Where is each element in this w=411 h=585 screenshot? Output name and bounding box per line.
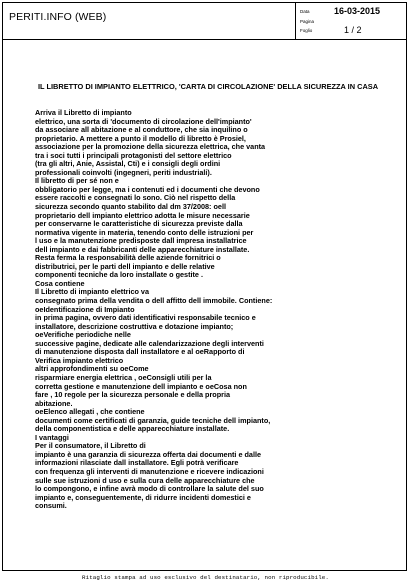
date-label: Data: [300, 9, 310, 14]
body-line: della componentistica e delle apparecchiature installate.: [35, 424, 230, 434]
article-title: IL LIBRETTO DI IMPIANTO ELETTRICO, 'CARTA DI CIRCOLAZIONE' DELLA SICUREZZA IN CASA: [38, 82, 379, 91]
body-line: elettrico, una sorta di 'documento di circolazione dell'impianto': [35, 116, 252, 126]
sheet-label: Foglio: [300, 28, 313, 33]
body-line: lo compongono, e infine avrà modo di controllare la salute del suo: [35, 484, 264, 494]
body-line: associazione per la promozione della sicurezza elettrica, che vanta: [35, 142, 266, 152]
body-line: proprietario dell impianto elettrico adotta le misure necessarie: [35, 210, 250, 220]
body-line: corretta gestione e manutenzione dell impianto e oeCosa non: [35, 381, 247, 391]
body-line: altri approfondimenti su oeCome: [35, 364, 149, 374]
date-value: 16-03-2015: [334, 6, 381, 16]
body-line: tra i soci tutti i principali protagonisti del settore elettrico: [35, 150, 232, 160]
body-line: abitazione.: [35, 398, 73, 408]
body-line: impianto e, conseguentemente, di ridurre incidenti domestici e: [35, 492, 251, 502]
body-line: impianto è una garanzia di sicurezza offerta dai documenti e dalle: [35, 449, 262, 459]
body-line: dell impianto e dai fabbricanti delle apparecchiature installate.: [35, 244, 250, 254]
body-line: Resta ferma la responsabilità delle aziende fornitrici o: [35, 253, 221, 263]
body-line: Il Libretto di impianto elettrico va: [35, 287, 149, 297]
body-line: in prima pagina, ovvero dati identificativi responsabile tecnico e: [35, 313, 256, 323]
body-line: consumi.: [35, 501, 67, 511]
meta-box: [295, 3, 407, 39]
body-line: con frequenza gli interventi di manutenzione e ricevere indicazioni: [35, 466, 264, 476]
body-line: informazioni rilasciate dall installatore. Egli potrà verificare: [35, 458, 239, 468]
body-line: consegnato prima della vendita o dell affitto dell immobile. Contiene:: [35, 296, 273, 306]
body-line: essere raccolti e consegnati lo sono. Ciò nel rispetto della: [35, 193, 236, 203]
body-line: sulle sue istruzioni d uso e sulla cura delle apparecchiature che: [35, 475, 255, 485]
body-line: (tra gli altri, Anie, Assistal, Cti) e i consigli degli ordini: [35, 159, 221, 169]
body-line: fare , 10 regole per la sicurezza personale e della propria: [35, 390, 231, 400]
site-name: PERITI.INFO (WEB): [9, 11, 107, 23]
page-header: [3, 3, 406, 40]
body-line: professionali coinvolti (ingegneri, periti industriali).: [35, 167, 212, 177]
body-line: successive pagine, dedicate alle calendarizzazione degli interventi: [35, 338, 264, 348]
body-line: documenti come certificati di garanzia, guide tecniche dell impianto,: [35, 415, 271, 425]
body-line: di manutenzione disposta dall installatore e al oeRapporto di: [35, 347, 245, 357]
page-value: 1 / 2: [344, 25, 362, 35]
article-body: [35, 109, 387, 511]
body-line: oeElenco allegati , che contiene: [35, 407, 145, 417]
pages-label: Pagina: [300, 19, 315, 24]
body-line: distributrici, per le parti dell impianto e delle relative: [35, 261, 215, 271]
body-line: obbligatorio per legge, ma i contenuti ed i documenti che devono: [35, 184, 260, 194]
body-line: per conservarne le caratteristiche di sicurezza previste dalla: [35, 219, 243, 229]
footer-notice: Ritaglio stampa ad uso esclusivo del destinatario, non riproducibile.: [82, 574, 329, 581]
body-line: sicurezza secondo quanto stabilito dal dm 37/2008: oell: [35, 202, 226, 212]
body-line: oeIdentificazione di Impianto: [35, 304, 135, 314]
body-line: installatore, descrizione costruttiva e dotazione impianto;: [35, 321, 234, 331]
body-line: Arriva il Libretto di impianto: [35, 108, 132, 117]
body-line: normativa vigente in materia, tenendo conto delle istruzioni per: [35, 227, 254, 237]
body-line: l uso e la manutenzione predisposte dall impresa installatrice: [35, 236, 247, 246]
body-line: Il libretto di per sé non e: [35, 176, 119, 186]
body-line: I vantaggi: [35, 432, 69, 442]
body-line: oeVerifiche periodiche nelle: [35, 330, 131, 340]
body-line: Per il consumatore, il Libretto di: [35, 441, 146, 451]
body-line: risparmiare energia elettrica , oeConsigli utili per la: [35, 372, 212, 382]
body-line: da associare all abitazione e al conduttore, che sia inquilino o: [35, 125, 248, 135]
body-line: Verifica impianto elettrico: [35, 355, 124, 365]
body-line: componenti tecniche da loro installate o gestite .: [35, 270, 203, 280]
body-line: proprietario. A mettere a punto il modello di libretto è Prosiel,: [35, 133, 246, 143]
body-line: Cosa contiene: [35, 278, 85, 288]
